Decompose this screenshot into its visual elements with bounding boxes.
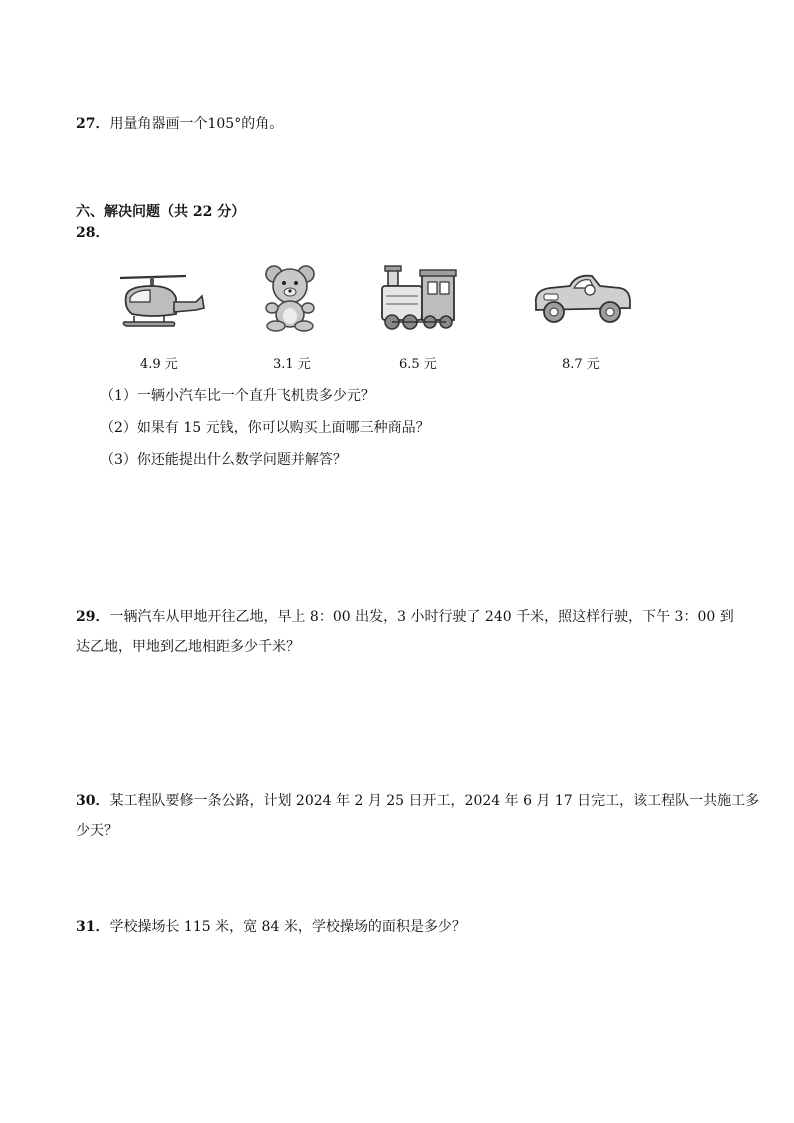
question-number: 28． (76, 225, 110, 241)
teddy-bear-price: 3.1 元 (273, 357, 311, 372)
question-number: 31． (76, 919, 110, 935)
helicopter-price: 4.9 元 (140, 357, 178, 372)
section-title: 六、解决问题（共 22 分） (76, 204, 246, 220)
question-text: 用量角器画一个105°的角。 (109, 116, 284, 132)
teddy-bear-icon (262, 262, 318, 332)
question-text: 学校操场长 115 米，宽 84 米，学校操场的面积是多少？ (109, 919, 466, 935)
question-text: 一辆汽车从甲地开往乙地，早上 8：00 出发，3 小时行驶了 240 千米，照这样行驶，下午 3：00 到 (109, 609, 734, 625)
question-number: 30． (76, 793, 110, 809)
question-number: 27． (76, 116, 110, 132)
question-text: 某工程队要修一条公路，计划 2024 年 2 月 25 日开工，2024 年 6 月 17 日完工，该工程队一共施工多 (109, 793, 760, 809)
question-27 (76, 114, 283, 134)
sub-question-3: （3）你还能提出什么数学问题并解答？ (100, 452, 347, 468)
question-28-number (76, 223, 109, 243)
question-30-line-2: 少天？ (76, 823, 118, 839)
helicopter-icon (112, 272, 206, 332)
train-icon (378, 262, 458, 332)
question-29-line-2: 达乙地，甲地到乙地相距多少千米？ (76, 639, 300, 655)
toy-car-icon (530, 268, 634, 326)
question-number: 29． (76, 609, 110, 625)
sub-question-1: （1）一辆小汽车比一个直升飞机贵多少元？ (100, 388, 375, 404)
question-31 (76, 917, 466, 937)
train-price: 6.5 元 (399, 357, 437, 372)
sub-question-2: （2）如果有 15 元钱，你可以购买上面哪三种商品？ (100, 420, 430, 436)
toy-car-price: 8.7 元 (562, 357, 600, 372)
question-30-line-1 (76, 791, 759, 811)
question-29-line-1 (76, 607, 734, 627)
